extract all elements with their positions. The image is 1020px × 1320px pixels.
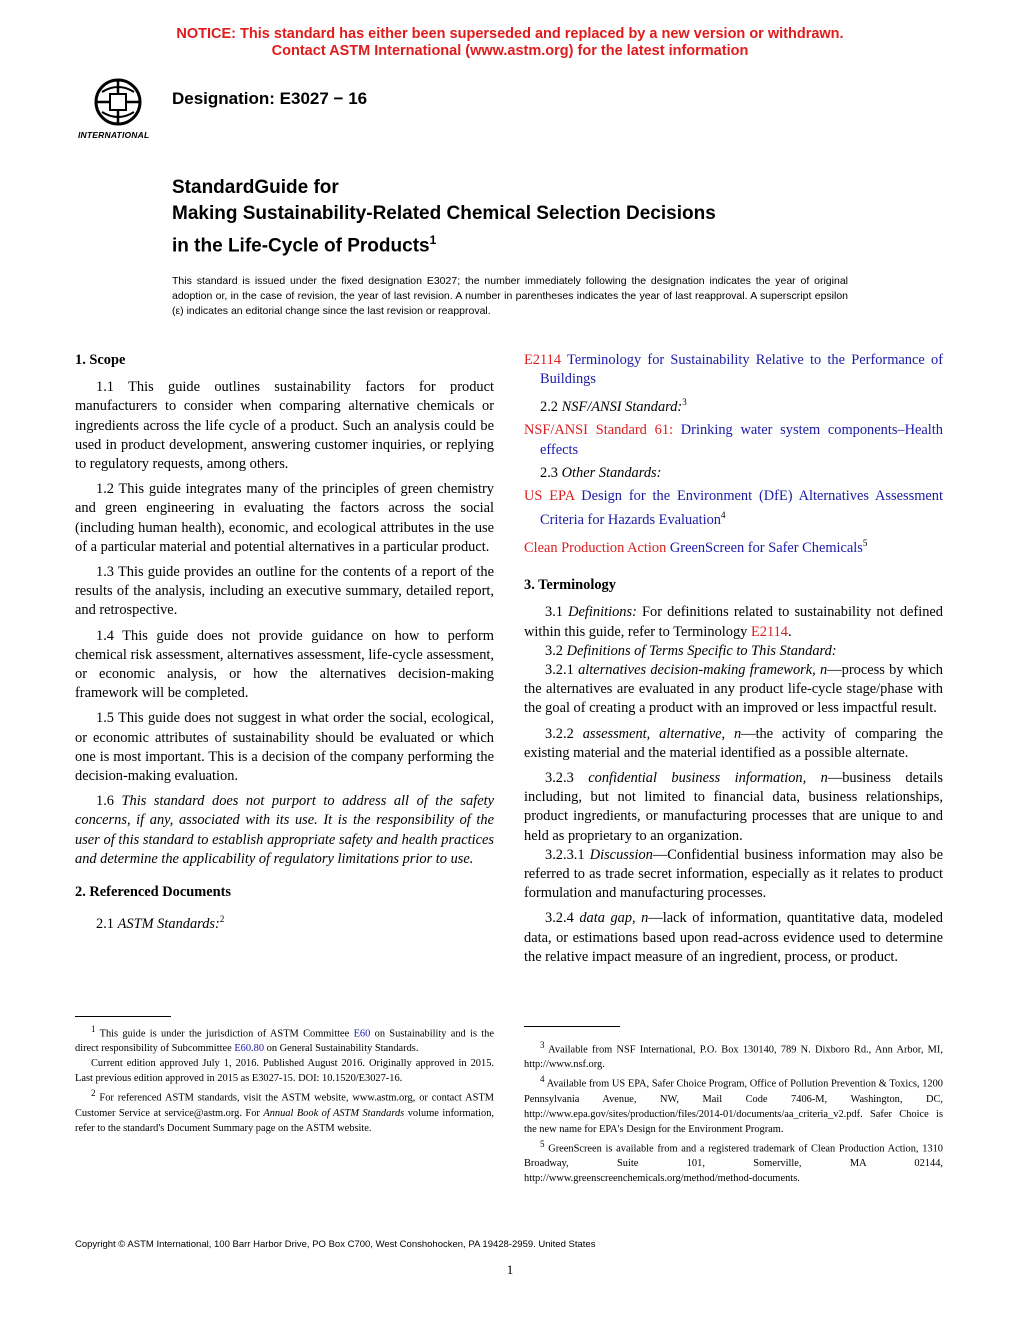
scope-1-6-text: This standard does not purport to address all of the safety concerns, if any, associated with its use. It is the responsibility of the user of this standard to establish appropriate safety and health practices and determine the applicability of regulatory limitations prior to use. (75, 793, 494, 867)
ref-cpa (524, 534, 943, 558)
scope-1-2: 1.2 This guide integrates many of the principles of green chemistry and green engineering in evaluating the factors across the social (including human health), economic, and ecological attributes in the use of a particular material and potential alternatives in a particular product. (75, 481, 494, 555)
term-3-2-1-text: —process by which the alternatives are evaluated in any product life-cycle stage/phase with the goal of creating a product with an improved or less impactful result. (524, 662, 944, 717)
refdocs-2-1-sup: 2 (219, 914, 225, 925)
term-3-1-link[interactable]: E2114 (750, 623, 788, 640)
term-3-2-4-text: —lack of information, quantitative data, modeled data, or estimations based upon read-across evidence used to determine the relative impact measure of an ingredient, process, or product. (524, 910, 943, 965)
footnote-2 (75, 1086, 494, 1135)
refdocs-2-2 (524, 393, 943, 417)
refdocs-2-1-label: ASTM Standards: (117, 916, 220, 933)
page-number: 1 (506, 1262, 514, 1277)
term-3-2-2-num: 3.2.2 (545, 725, 574, 742)
term-3-2-3 (524, 769, 943, 846)
refdocs-2-3-num: 2.3 (540, 464, 558, 481)
footnote-4 (524, 1072, 943, 1136)
refdocs-2-1-num: 2.1 (96, 916, 114, 933)
term-3-2-1-term: alternatives decision-making framework, n (578, 662, 828, 679)
right-column (524, 351, 943, 973)
ref-e2114-code[interactable]: E2114 (524, 352, 562, 368)
footnote-3-text: Available from NSF International, P.O. Box 130140, 789 N. Dixboro Rd., Ann Arbor, MI, http://www.nsf.org. (524, 1044, 943, 1071)
title-line-1: StandardGuide for (172, 177, 339, 198)
refdocs-2-2-sup: 3 (682, 397, 687, 408)
scope-1-4: 1.4 This guide does not provide guidance on how to perform chemical risk assessment, alternatives assessment, life-cycle assessment, or economic analysis, or how the alternatives decision-making framework will be completed. (75, 627, 494, 702)
scope-1-5: 1.5 This guide does not suggest in what order the social, ecological, or economic attributes of sustainability should be evaluated or which one is most important. This is a decision of the company performing the decision-making evaluation. (75, 710, 494, 785)
footnote-3 (524, 1038, 943, 1072)
astm-logo-wordmark: INTERNATIONAL (78, 130, 150, 140)
term-3-2-3-1-term: Discussion (589, 846, 653, 863)
term-3-2-2 (524, 725, 943, 763)
term-3-2-4 (524, 909, 943, 967)
term-3-1: 3.1 Definitions: For definitions related to sustainability not defined within this guide, refer to Terminology E2114. (524, 604, 943, 640)
footnote-5-text: GreenScreen is available from and a registered trademark of Clean Production Action, 1310 Broadway, Suite 101, Somerville, MA 02144, http://www.greenscreenchemicals.org/method/method-documents. (524, 1143, 943, 1185)
term-3-2 (524, 642, 943, 661)
ref-nsf61-title[interactable]: Drinking water system components–Health effects (540, 422, 943, 458)
ref-epa-sup: 4 (721, 510, 726, 521)
footnote-2-text-b: volume information, refer to the standard's Document Summary page on the ASTM website. (75, 1107, 495, 1134)
footnote-3-mark: 3 (540, 1040, 545, 1050)
ref-e2114-title[interactable]: Terminology for Sustainability Relative to the Performance of Buildings (540, 352, 943, 388)
term-3-2-4-num: 3.2.4 (545, 910, 574, 927)
term-3-2-3-num: 3.2.3 (545, 770, 574, 787)
scope-1-3: 1.3 This guide provides an outline for the contents of a report of the results of the analysis, including an executive summary, detailed report, and retrospective. (75, 564, 494, 619)
ref-epa-code[interactable]: US EPA (524, 488, 575, 505)
term-3-2-3-1-text: —Confidential business information may also be referred to as trade secret information, especially as it relates to product formulation and manufacturing processes. (524, 846, 943, 902)
astm-logo (74, 74, 162, 144)
footnote-rule-right (524, 1026, 620, 1027)
refdocs-2-3 (524, 464, 943, 483)
footnote-1-text-b: on Sustainability and is the direct responsibility of Subcommittee (75, 1028, 494, 1055)
footnote-1-text-a: This guide is under the jurisdiction of ASTM Committee (99, 1028, 350, 1040)
term-3-2-2-term: assessment, alternative, n (582, 725, 742, 742)
ref-epa-title[interactable]: Design for the Environment (DfE) Alternatives Assessment Criteria for Hazards Evaluation (540, 488, 943, 529)
footnotes-right (524, 1038, 943, 1186)
footnote-5-mark: 5 (540, 1138, 545, 1149)
ref-cpa-title[interactable]: GreenScreen for Safer Chemicals (669, 540, 863, 557)
term-3-2-2-text: —the activity of comparing the existing material and the material identified as a possible alternate. (524, 725, 943, 761)
term-3-2-3-text: —business details including, but not limited to financial data, business relationships, product ingredients, or manufacturing processes that are unique to and held as proprietary to an organization. (524, 770, 943, 844)
title-footnote-mark: 1 (429, 233, 437, 247)
footnote-1-edition: Current edition approved July 1, 2016. Published August 2016. Originally approved in 2015. Last previous edition approved in 2015 as E3027-15. DOI: 10.1520/E3027-16. (75, 1058, 494, 1085)
footnote-4-mark: 4 (540, 1074, 545, 1085)
footnote-2-mark: 2 (91, 1088, 96, 1099)
footnote-rule-left (75, 1016, 171, 1017)
ref-e2114 (524, 351, 943, 389)
designation: Designation: E3027 − 16 (172, 89, 368, 108)
footnote-2-italic: Annual Book of ASTM Standards (263, 1107, 405, 1119)
title-line-3-text: in the Life-Cycle of Products (172, 235, 430, 257)
refdocs-2-2-num: 2.2 (540, 399, 558, 416)
term-3-2-1-num: 3.2.1 (545, 662, 574, 679)
notice-line-1: NOTICE: This standard has either been superseded and replaced by a new version or withdrawn. (176, 26, 844, 42)
ref-cpa-sup: 5 (862, 538, 868, 549)
term-3-2-4-term: data gap, n (579, 910, 649, 927)
term-3-2-3-term: confidential business information, n (588, 770, 828, 787)
footnotes-left (75, 1022, 494, 1136)
ref-nsf61-code[interactable]: NSF/ANSI Standard 61: (524, 422, 674, 439)
notice-line-2: Contact ASTM International (www.astm.org) for the latest information (271, 43, 749, 59)
term-3-2-num: 3.2 (545, 642, 563, 659)
superseded-notice (0, 26, 1020, 60)
term-3-2-label: Definitions of Terms Specific to This Standard: (566, 642, 837, 659)
ref-epa (524, 487, 943, 530)
copyright: Copyright © ASTM International, 100 Barr Harbor Drive, PO Box C700, West Conshohocken, PA 19428-2959. United States (75, 1239, 596, 1250)
term-3-2-3-1-num: 3.2.3.1 (545, 846, 585, 863)
footnote-5 (524, 1137, 943, 1186)
refdocs-2-2-label: NSF/ANSI Standard: (561, 399, 683, 416)
scope-heading: 1. Scope (75, 352, 126, 368)
ref-nsf61 (524, 421, 943, 459)
footnote-1 (75, 1022, 494, 1056)
term-3-1-text: For definitions related to sustainability not defined within this guide, refer to Terminology (524, 604, 943, 640)
left-column (75, 351, 494, 940)
refdocs-heading: 2. Referenced Documents (75, 884, 231, 901)
scope-1-6-num: 1.6 (96, 793, 114, 810)
footnote-4-text: Available from US EPA, Safer Choice Program, Office of Pollution Prevention & Toxics, 1200 Pennsylvania Avenue, NW, Mail Code 7406-M, Washington, DC, http://www.epa.gov/sites/production/files/2014-01/documents/aa_criteria_v2.pdf. Safer Choice is the new name for EPA's Design for the Environment Program. (524, 1078, 943, 1135)
footnote-1-link-e6080[interactable]: E60.80 (234, 1043, 265, 1055)
document-title (172, 175, 716, 259)
footnote-1-text-c: on General Sustainability Standards. (266, 1043, 419, 1055)
term-3-1-num: 3.1 (545, 604, 563, 621)
footnote-2-text-a: For referenced ASTM standards, visit the ASTM website, www.astm.org, or contact ASTM Customer Service at service@astm.org. For (75, 1092, 494, 1119)
footnote-1-mark: 1 (91, 1024, 96, 1034)
scope-1-6 (75, 792, 494, 869)
term-3-2-3-1 (524, 846, 943, 904)
term-3-1-label: Definitions: (568, 604, 637, 621)
intro-statement: This standard is issued under the fixed designation E3027; the number immediately following the designation indicates the year of original adoption or, in the case of revision, the year of last revision. A number in parentheses indicates the year of last reapproval. A superscript epsilon (ε) indicates an editorial change since the last revision or reapproval. (172, 275, 848, 317)
title-line-2: Making Sustainability-Related Chemical Selection Decisions (172, 203, 716, 224)
refdocs-2-1 (75, 910, 494, 934)
title-line-3 (172, 227, 716, 259)
footnote-1-link-e60[interactable]: E60 (353, 1028, 371, 1040)
term-3-2-1 (524, 661, 943, 719)
scope-1-1: 1.1 This guide outlines sustainability factors for product manufacturers to consider when comparing alternative chemicals or ingredients across the life cycle of a product. Such an analysis could be used in product development, answering customer inquiries, or replying to regulatory requests, among others. (75, 379, 494, 473)
ref-cpa-code[interactable]: Clean Production Action (524, 540, 667, 557)
refdocs-2-3-label: Other Standards: (561, 464, 662, 481)
terminology-heading: 3. Terminology (524, 577, 616, 594)
